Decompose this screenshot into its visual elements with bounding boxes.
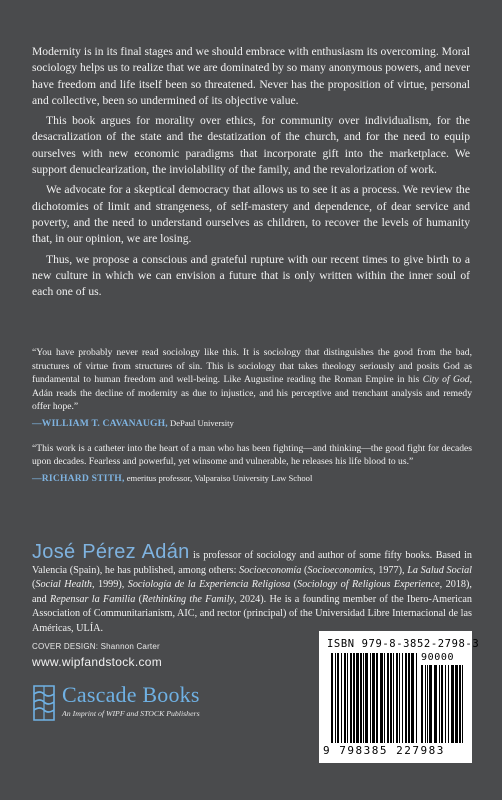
author-bio: José Pérez Adán is professor of sociology and author of some fifty books. Based in Valencia (Spain), he has published, among others: Socioeconomía (Socioeconomics, 1977), La Salud Social (Social Health, 1999), Sociología de la Experiencia Religiosa (Sociology of Religious Experience, 2018), and Repensar la Familia (Rethinking the Family, 2024). He is a founding member of the Ibero-American Association of Communitarianism, AIC, and rector (principal) of the Universidad Libre Internacional de las Américas, ULÍA.: [32, 541, 472, 634]
endorsement-text: “This work is a catheter into the heart of a man who has been fighting—and thinking—the good fight for decades upon decades. Fearless and powerful, yet winsome and vulnerable, he releases his life blood to us.”: [32, 442, 472, 468]
barcode-bar: [402, 653, 403, 743]
barcode-bar: [445, 665, 446, 743]
endorser-affiliation: DePaul University: [167, 417, 234, 428]
publisher-website: www.wipfandstock.com: [32, 655, 163, 669]
barcode-bar: [416, 653, 417, 743]
barcode-bar: [337, 653, 339, 743]
endorsement-attribution: [32, 417, 472, 431]
barcode-bar: [365, 653, 368, 743]
barcode-bar: [350, 653, 352, 743]
barcode-bar: [434, 665, 437, 743]
publisher-logo: [32, 682, 222, 726]
barcode-bar: [390, 653, 392, 743]
description-paragraph: This book argues for morality over ethics, for community over individualism, for the desacralization of the state and the destatization of the church, and for the need to equip ourselves with new economic paradigms that incorporate gift into the marketplace. We support denuclearization, the inviolability of the family, and the revalorization of work.: [32, 114, 470, 177]
endorsements: [32, 346, 472, 496]
barcode-bar: [380, 653, 383, 743]
cover-design-credit: COVER DESIGN: Shannon Carter: [32, 642, 160, 651]
publisher-name: Cascade Books: [62, 682, 200, 707]
barcode-bar: [341, 653, 342, 743]
barcode-bar: [451, 665, 454, 743]
barcode-bar: [405, 653, 407, 743]
endorser-name: —WILLIAM T. CAVANAUGH,: [32, 417, 168, 429]
isbn-barcode: [319, 631, 480, 763]
price-code: 90000: [421, 652, 455, 663]
isbn-number: ISBN 979-8-3852-2798-3: [327, 638, 480, 650]
barcode-bar: [387, 653, 389, 743]
barcode-bar: [331, 653, 333, 743]
barcode-bar: [421, 665, 423, 743]
barcode-bar: [462, 665, 463, 743]
barcode-bar: [356, 653, 359, 743]
barcode-bar: [353, 653, 355, 743]
book-description: [32, 44, 470, 300]
barcode-bar: [376, 653, 378, 743]
barcode-bar: [455, 665, 458, 743]
cascade-books-icon: [32, 684, 56, 722]
barcode-bar: [427, 665, 428, 743]
endorsement-text: “You have probably never read sociology like this. It is sociology that distinguishes the good from the bad, structures of virtue from structures of sin. This is sociology that takes theology seriously and posits God as fundamental to human freedom and well-being. Like Augustine reading the Roman Empire in his City of God, Adán reads the decline of modernity as due to injustice, and his perceptive and trenchant analysis and remedy offer hope.”: [32, 347, 472, 413]
publisher-subtitle: An Imprint of WIPF and STOCK Publishers: [62, 709, 200, 718]
barcode-bar: [425, 665, 426, 743]
barcode-bar: [411, 653, 414, 743]
barcode-bar: [439, 665, 440, 743]
barcode-bars: [331, 653, 417, 743]
endorsement: [32, 442, 472, 486]
barcode-bar: [347, 653, 348, 743]
barcode-bar: [360, 653, 362, 743]
barcode-addon-bars: [421, 665, 465, 743]
barcode-bar: [363, 653, 364, 743]
description-paragraph: Modernity is in its final stages and we should embrace with enthusiasm its overcoming. Moral sociology helps us to realize that we are dominated by so many anonymous powers, and never have freedom and life itself been so threatened. Never has the proposition of virtue, personal and collective, been so undermined of its objective value.: [32, 45, 470, 107]
barcode-bar: [344, 653, 346, 743]
endorsement-attribution: [32, 472, 472, 486]
barcode-bar: [399, 653, 400, 743]
description-paragraph: We advocate for a skeptical democracy that allows us to see it as a process. We review the dichotomies of limit and strangeness, of self-mastery and dependence, of dear service and poverty, and the need to understand ourselves as children, to recover the levels of humanity that, in our opinion, we are losing.: [32, 183, 470, 246]
description-paragraph: Thus, we propose a conscious and grateful rupture with our recent times to give birth to a new culture in which we can envision a future that is only written within the inner soul of each one of us.: [32, 252, 470, 299]
barcode-bar: [393, 653, 394, 743]
endorsement: [32, 346, 472, 431]
barcode-bar: [396, 653, 398, 743]
barcode-bar: [459, 665, 461, 743]
barcode-bar: [370, 653, 371, 743]
barcode-bar: [384, 653, 385, 743]
author-name: José Pérez Adán: [32, 541, 190, 563]
barcode-bar: [429, 665, 432, 743]
barcode-bar: [408, 653, 410, 743]
ean-number: 9 798385 227983: [323, 744, 445, 757]
barcode-bar: [335, 653, 336, 743]
barcode-bar: [441, 665, 443, 743]
endorser-affiliation: emeritus professor, Valparaiso University Law School: [124, 472, 313, 483]
endorser-name: —RICHARD STITH,: [32, 472, 125, 484]
barcode-bar: [372, 653, 375, 743]
barcode-bar: [448, 665, 449, 743]
